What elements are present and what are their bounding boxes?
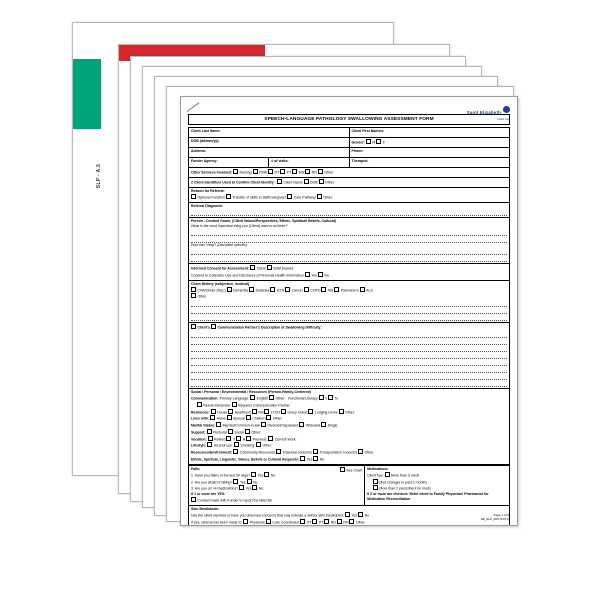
reason-for-referral-cell[interactable]: Reason for Referral: Optional Function Transfer of skills to staff/caregivers Care Pathway Other: xyxy=(189,188,510,203)
pc-goal-line-1[interactable] xyxy=(191,230,507,236)
swallow-line-5[interactable] xyxy=(191,360,507,366)
falls-medications-block xyxy=(188,465,510,526)
checkbox-service-sw[interactable] xyxy=(292,169,297,174)
checkbox-gender-m[interactable] xyxy=(366,139,371,144)
checkbox-history-ms[interactable] xyxy=(321,287,326,292)
checkbox-identifier-client-name[interactable] xyxy=(277,179,282,184)
referral-diagnosis-cell[interactable]: Referral Diagnosis: xyxy=(189,202,510,217)
page-corner-fold-icon xyxy=(187,102,201,112)
swallow-line-2[interactable] xyxy=(191,339,507,345)
checkbox-skin-ref-physician[interactable] xyxy=(243,519,248,524)
checkbox-resources-community[interactable] xyxy=(233,449,238,454)
checkbox-meds-two-prescribers[interactable] xyxy=(373,485,378,490)
checkbox-skin-ref-other[interactable] xyxy=(349,519,354,524)
checkbox-literacy-n[interactable] xyxy=(328,395,333,400)
client-first-name-cell[interactable]: Client First Name/s: xyxy=(349,128,510,138)
green-tab xyxy=(73,59,101,129)
checkbox-consent-client[interactable] xyxy=(250,265,255,270)
checkbox-support-other[interactable] xyxy=(245,429,250,434)
pc-goal-line-3[interactable] xyxy=(191,249,507,255)
checkbox-skin-ref-ot[interactable] xyxy=(300,519,305,524)
informed-consent-cell[interactable]: Informed Consent for Assessment: Client SDM (name): Consent to Collection Use and Disclosure of Personal Health Information Yes No xyxy=(189,264,510,281)
history-line-2[interactable] xyxy=(191,308,507,314)
client-last-name-cell[interactable]: Client Last Name: xyxy=(189,128,350,138)
checkbox-residence-rh[interactable] xyxy=(252,409,257,414)
pc-goal-line-4[interactable] xyxy=(191,256,507,262)
checkbox-marital-married[interactable] xyxy=(216,422,221,427)
checkbox-support-personal[interactable] xyxy=(207,429,212,434)
checkbox-lifestyle-alcohol[interactable] xyxy=(207,442,212,447)
swallow-line-6[interactable] xyxy=(191,367,507,373)
checkbox-falls-q2-yes[interactable] xyxy=(233,479,238,484)
medications-cell[interactable]: Medications: Client has: More than 3 meds Med changes in past 3 months More than 2 prescribers for meds If 2 or more are checked: Refer client to Family Physician/ Pharmacist for Medication Reconciliation xyxy=(365,465,510,505)
checkbox-residence-lodging-home[interactable] xyxy=(308,409,313,414)
checkbox-skin-yes[interactable] xyxy=(345,512,350,517)
checkbox-history-htn[interactable] xyxy=(270,287,275,292)
checkbox-vocation-previous[interactable] xyxy=(246,436,251,441)
referral-diagnosis-line[interactable] xyxy=(191,210,507,216)
checkbox-history-parkinsons[interactable] xyxy=(334,287,339,292)
checkbox-vocation-y[interactable] xyxy=(226,436,231,441)
checkbox-service-ot[interactable] xyxy=(268,169,273,174)
checkbox-lives-alone[interactable] xyxy=(210,415,215,420)
client-history-cell[interactable]: Client History (subjective, medical) CVA/Stroke (R)(L) Dementia Diabetes HTN Cancer COPD MS Parkinson's ALS Other xyxy=(189,280,510,323)
social-environment-cell[interactable]: Social / Personal / Environmental / Resources (Person-Family-Centered) Communication: Primary Language: English Other: Functional Literacy Y N Needs Interpreter Requires Communication Partner Residence: House Apartment RH LTCH Group Home Lodging Home Other: Lives with: Alone Spouse Children Other: Marital Status: Married/Common-in-law Divorced/Separated Widowed Single Support: Personal Social Other: Vocation: Retired Y N Previous: Current Work: Lifestyle: Alcohol use: Smoking: Other: Resources/Environment: Community Resources Financial concerns Transportation concerns Other: Ethnic, Spiritual, Linguistic, Values, Beliefs or Cultural Requests: Yes No xyxy=(189,388,510,464)
checkbox-history-dementia[interactable] xyxy=(227,287,232,292)
checkbox-requires-comm-partner[interactable] xyxy=(232,402,237,407)
history-line-3[interactable] xyxy=(191,315,507,321)
checkbox-reason-other[interactable] xyxy=(317,194,322,199)
other-services-cell[interactable]: Other Services Involved: Nursing PSW OT PT SW RD Other: xyxy=(189,168,510,178)
swallowing-description-cell[interactable]: Client's Communication Partner's Description of Swallowing Difficulty: xyxy=(189,323,510,389)
checkbox-service-nursing[interactable] xyxy=(233,169,238,174)
swallow-line-4[interactable] xyxy=(191,353,507,359)
phone-cell[interactable]: Phone: xyxy=(349,148,510,158)
checkbox-service-other[interactable] xyxy=(318,169,323,174)
checkbox-consent-sdm[interactable] xyxy=(267,265,272,270)
checkbox-reason-optional-function[interactable] xyxy=(191,194,196,199)
address-cell[interactable]: Address: xyxy=(189,148,350,158)
page-footer xyxy=(481,513,509,521)
checkbox-swallow-client[interactable] xyxy=(191,324,196,329)
checkbox-residence-house[interactable] xyxy=(211,409,216,414)
history-line-1[interactable] xyxy=(191,301,507,307)
checkbox-reason-care-pathway[interactable] xyxy=(287,194,292,199)
checkbox-service-pt[interactable] xyxy=(280,169,285,174)
form-code: SE_SLP_005 (04/17) xyxy=(480,516,509,521)
swallow-line-8[interactable] xyxy=(191,381,507,387)
checkbox-literacy-y[interactable] xyxy=(319,395,324,400)
checkbox-skin-ref-care-coordinator[interactable] xyxy=(266,519,271,524)
checkbox-residence-ltch[interactable] xyxy=(264,409,269,414)
checkbox-skin-no[interactable] xyxy=(358,512,363,517)
checkbox-resources-other[interactable] xyxy=(358,449,363,454)
identity-block xyxy=(188,127,510,465)
checkbox-skin-ref-rn[interactable] xyxy=(337,519,342,524)
checkbox-lives-other[interactable] xyxy=(266,415,271,420)
checkbox-service-rd[interactable] xyxy=(305,169,310,174)
checkbox-resources-financial[interactable] xyxy=(276,449,281,454)
checkbox-lifestyle-other[interactable] xyxy=(256,442,261,447)
checkbox-lifestyle-smoking[interactable] xyxy=(234,442,239,447)
therapist-cell[interactable]: Therapist: xyxy=(349,158,510,168)
checkbox-needs-interpreter[interactable] xyxy=(197,402,202,407)
swallow-line-1[interactable] xyxy=(191,332,507,338)
checkbox-falls-contact-funder[interactable] xyxy=(191,497,196,502)
checkbox-falls-see-chart[interactable] xyxy=(340,467,345,472)
logo-tagline: Health Care xyxy=(497,118,510,121)
checkbox-gender-f[interactable] xyxy=(376,139,381,144)
checkbox-disclosure-yes[interactable] xyxy=(305,272,310,277)
checkbox-history-als[interactable] xyxy=(360,287,365,292)
checkbox-falls-q2-no[interactable] xyxy=(247,479,252,484)
checkbox-history-cancer[interactable] xyxy=(285,287,290,292)
checkbox-falls-q3-yes[interactable] xyxy=(239,485,244,490)
logo-name: Saint Elizabeth xyxy=(466,110,501,115)
checkbox-identifier-dob[interactable] xyxy=(304,179,309,184)
checkbox-vocation-current-work[interactable] xyxy=(268,436,273,441)
checkbox-lives-spouse[interactable] xyxy=(227,415,232,420)
checkbox-reason-transfer-skills[interactable] xyxy=(226,194,231,199)
checkbox-disclosure-no[interactable] xyxy=(318,272,323,277)
visits-cell[interactable]: # of visits: xyxy=(269,158,349,168)
logo xyxy=(467,102,510,121)
checkbox-resources-transportation[interactable] xyxy=(313,449,318,454)
checkbox-identifier-other[interactable] xyxy=(319,179,324,184)
checkbox-language-english[interactable] xyxy=(250,395,255,400)
swallow-line-3[interactable] xyxy=(191,346,507,352)
swallow-line-7[interactable] xyxy=(191,374,507,380)
checkbox-language-other[interactable] xyxy=(269,395,274,400)
checkbox-history-other[interactable] xyxy=(191,293,196,298)
spine-label: SLP - A.5 xyxy=(96,163,102,189)
checkbox-ethnic-no[interactable] xyxy=(313,456,318,461)
skin-breakdown-cell[interactable]: Skin Breakdown: Has the client reported or have you observed concerns that may indicate a skin/or skin breakdown: Yes No If yes, referral has been made to: Physician Care Coordinator OT PT RD RN Other: xyxy=(189,505,510,526)
checkbox-ethnic-yes[interactable] xyxy=(300,456,305,461)
checkbox-swallow-partner[interactable] xyxy=(211,324,216,329)
checkbox-history-cva[interactable] xyxy=(191,287,196,292)
person-centred-goals-cell[interactable]: Person - Centred Goals: (Client Values/Perspectives, Ethnic, Spiritual/ Beliefs, Cultural) What is the most important thing you (Client) want to achieve? How can I help? (Discipline specific) xyxy=(189,217,510,263)
checkbox-meds-changes-3-months[interactable] xyxy=(373,479,378,484)
checkbox-marital-widowed[interactable] xyxy=(299,422,304,427)
checkbox-falls-q1-no[interactable] xyxy=(264,472,269,477)
checkbox-residence-other[interactable] xyxy=(339,409,344,414)
checkbox-vocation-n[interactable] xyxy=(236,436,241,441)
checkbox-vocation-retired[interactable] xyxy=(208,436,213,441)
dob-cell[interactable]: DOB (dd/mm/yy): xyxy=(189,138,350,148)
front-form-page xyxy=(180,96,518,526)
page-number: Page 1 of 5 xyxy=(493,512,509,517)
checkbox-service-psw[interactable] xyxy=(253,169,258,174)
checkbox-skin-ref-rd[interactable] xyxy=(324,519,329,524)
checkbox-support-social[interactable] xyxy=(228,429,233,434)
checkbox-falls-q1-yes[interactable] xyxy=(251,472,256,477)
checkbox-history-copd[interactable] xyxy=(304,287,309,292)
funder-agency-cell[interactable]: Funder Agency: xyxy=(189,158,269,168)
checkbox-skin-ref-pt[interactable] xyxy=(312,519,317,524)
checkbox-falls-q3-no[interactable] xyxy=(252,485,257,490)
checkbox-residence-apartment[interactable] xyxy=(228,409,233,414)
checkbox-history-diabetes[interactable] xyxy=(249,287,254,292)
checkbox-meds-more-than-3[interactable] xyxy=(385,472,390,477)
checkbox-marital-divorced[interactable] xyxy=(261,422,266,427)
falls-cell[interactable]: Falls: See Chart 1. Have you fallen in the last 30 days? Yes No 2. Are you afraid of falling? Yes No 3. Are you on >4 medications? Yes No If 1 or more are YES: Contact made with Funder to report the falls risk xyxy=(189,465,365,505)
checkbox-marital-single[interactable] xyxy=(321,422,326,427)
client-identifiers-cell[interactable]: 2 Client Identifiers Used to Confirm Client Identity : Client Name DOB Other: xyxy=(189,178,510,188)
logo-dot-icon xyxy=(503,106,510,113)
checkbox-residence-group-home[interactable] xyxy=(281,409,286,414)
checkbox-lives-children[interactable] xyxy=(246,415,251,420)
gender-cell[interactable]: Gender: M F xyxy=(349,138,510,148)
form-title: SPEECH-LANGUAGE PATHOLOGY SWALLOWING ASSESSMENT FORM xyxy=(188,114,510,125)
